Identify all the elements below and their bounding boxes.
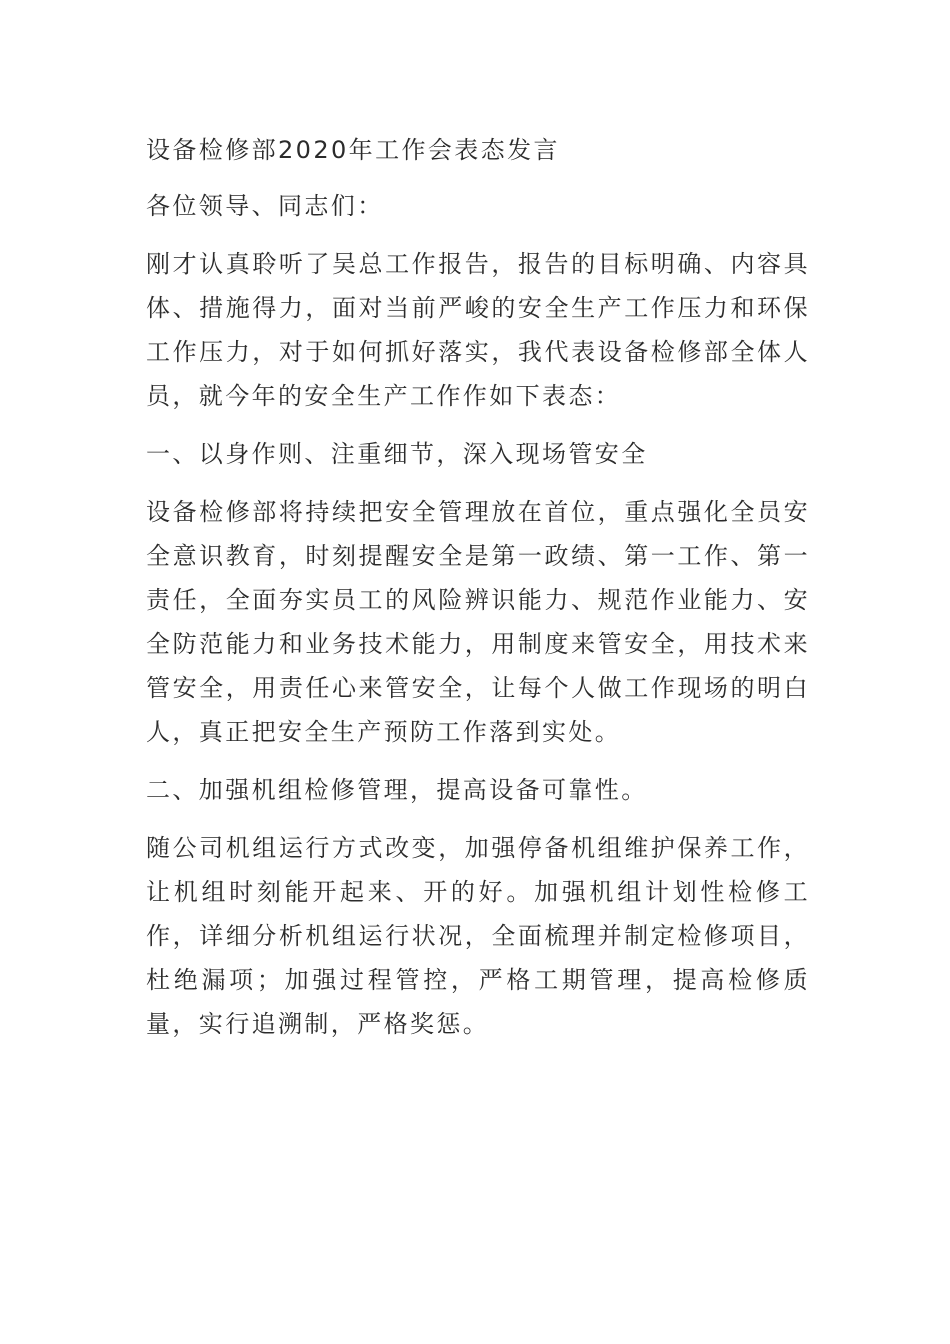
section-2-heading: 二、加强机组检修管理，提高设备可靠性。 [146,776,648,804]
section-1-heading: 一、以身作则、注重细节，深入现场管安全 [146,440,648,468]
document-title: 设备检修部2020年工作会表态发言 [146,136,560,164]
section-2-paragraph: 随公司机组运行方式改变，加强停备机组维护保养工作，让机组时刻能开起来、开的好。加强机组计划性检修工作，详细分析机组运行状况，全面梳理并制定检修项目，杜绝漏项；加强过程管控，严格工期管理，提高检修质量，实行追溯制，严格奖惩。 [146,834,810,1038]
section-1-paragraph: 设备检修部将持续把安全管理放在首位，重点强化全员安全意识教育，时刻提醒安全是第一政绩、第一工作、第一责任，全面夯实员工的风险辨识能力、规范作业能力、安全防范能力和业务技术能力，用制度来管安全，用技术来管安全，用责任心来管安全，让每个人做工作现场的明白人，真正把安全生产预防工作落到实处。 [146,498,810,746]
intro-paragraph: 刚才认真聆听了吴总工作报告，报告的目标明确、内容具体、措施得力，面对当前严峻的安全生产工作压力和环保工作压力，对于如何抓好落实，我代表设备检修部全体人员，就今年的安全生产工作作如下表态： [146,250,810,410]
document-body [146,128,810,1046]
salutation: 各位领导、同志们： [146,192,384,220]
